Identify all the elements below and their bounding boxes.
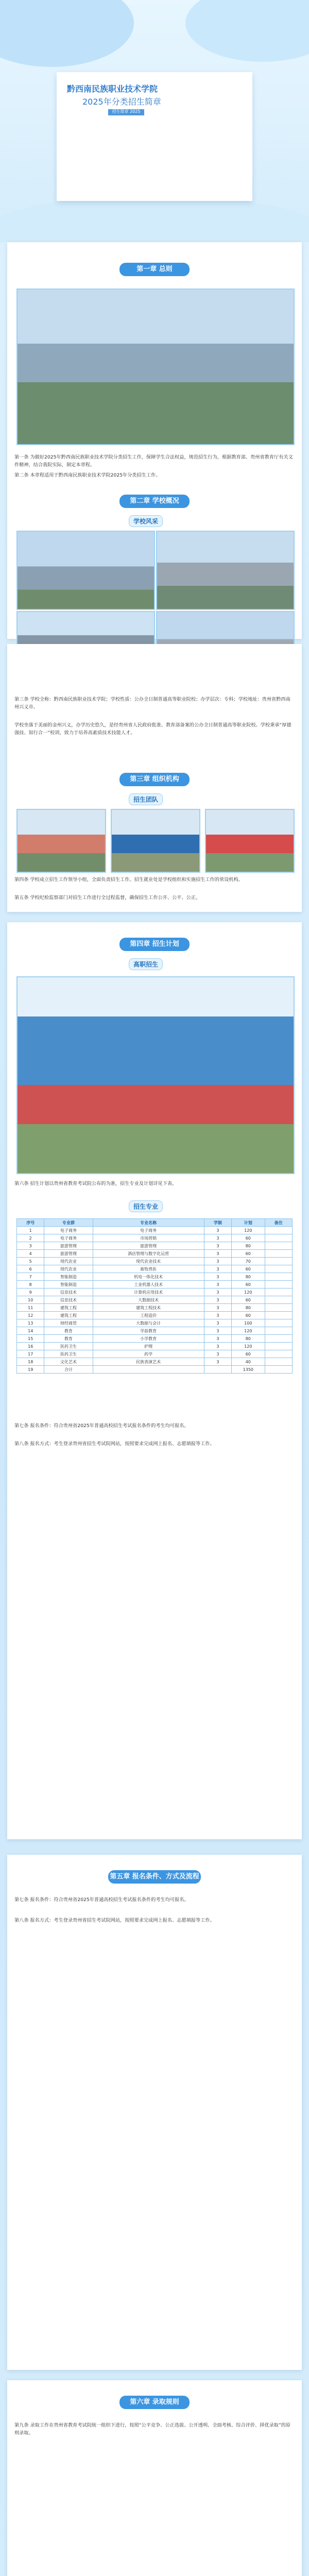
table-cell: 畜牧兽医 (93, 1265, 204, 1273)
table-cell (265, 1234, 292, 1242)
decor-wave (0, 0, 134, 67)
table-cell: 60 (232, 1281, 265, 1289)
section-title: 第一章 总则 (119, 263, 190, 276)
table-cell (265, 1366, 292, 1374)
table-cell: 1 (17, 1227, 44, 1234)
table-row (17, 1327, 293, 1335)
table-cell: 3 (204, 1265, 231, 1273)
table-cell: 12 (17, 1312, 44, 1319)
table-cell: 18 (17, 1358, 44, 1366)
table-row (17, 1242, 293, 1250)
table-cell: 现代农业技术 (93, 1258, 204, 1265)
section-card (7, 2380, 302, 2576)
table-cell (265, 1335, 292, 1343)
table-cell (265, 1296, 292, 1304)
table-cell (265, 1327, 292, 1335)
table-cell: 2 (17, 1234, 44, 1242)
team-photo (205, 809, 295, 873)
table-cell: 药学 (93, 1350, 204, 1358)
table-cell: 70 (232, 1258, 265, 1265)
table-row (17, 1350, 293, 1358)
table-cell: 60 (232, 1350, 265, 1358)
table-cell: 60 (232, 1250, 265, 1258)
table-cell: 工程造价 (93, 1312, 204, 1319)
table-cell (265, 1358, 292, 1366)
table-cell: 17 (17, 1350, 44, 1358)
table-cell: 旅游管理 (93, 1242, 204, 1250)
table-cell: 14 (17, 1327, 44, 1335)
table-cell (265, 1350, 292, 1358)
table-cell: 现代农业 (44, 1258, 93, 1265)
table-row (17, 1227, 293, 1234)
paragraph: 第九条 录取工作在贵州省教育考试院统一组织下进行，按照“公平竞争、公正选拔、公开透明、全面考核、综合评价、择优录取”的原则录取。 (14, 2422, 291, 2436)
decor-wave (185, 0, 309, 62)
table-cell: 学前教育 (93, 1327, 204, 1335)
section-title: 第六章 录取规则 (119, 2396, 190, 2409)
table-cell: 教育 (44, 1335, 93, 1343)
table-cell: 医药卫生 (44, 1343, 93, 1350)
table-row (17, 1296, 293, 1304)
table-row (17, 1273, 293, 1281)
table-cell: 8 (17, 1281, 44, 1289)
table-cell: 3 (204, 1296, 231, 1304)
hero-header (0, 0, 309, 242)
table-cell: 教育 (44, 1327, 93, 1335)
table-cell: 智能制造 (44, 1281, 93, 1289)
table-header: 计划 (232, 1219, 265, 1227)
table-cell: 60 (232, 1312, 265, 1319)
table-cell: 3 (204, 1343, 231, 1350)
table-cell: 3 (204, 1319, 231, 1327)
table-cell: 120 (232, 1227, 265, 1234)
table-cell: 电子商务 (93, 1227, 204, 1234)
table-row (17, 1234, 293, 1242)
table-cell: 5 (17, 1258, 44, 1265)
table-cell: 1350 (232, 1366, 265, 1374)
table-cell (204, 1366, 231, 1374)
paragraph: 第七条 报名条件：符合贵州省2025年普通高校招生考试报名条件的考生均可报名。 (14, 1423, 189, 1429)
table-header: 专业名称 (93, 1219, 204, 1227)
table-cell: 民族表演艺术 (93, 1358, 204, 1366)
table-cell: 工业机器人技术 (93, 1281, 204, 1289)
table-cell: 护理 (93, 1343, 204, 1350)
table-header: 序号 (17, 1219, 44, 1227)
table-cell: 40 (232, 1358, 265, 1366)
table-cell: 3 (204, 1335, 231, 1343)
table-cell: 财经商贸 (44, 1319, 93, 1327)
paragraph: 第五条 学校纪检监察部门对招生工作进行全过程监督，确保招生工作公开、公平、公正。 (14, 895, 201, 901)
table-cell: 3 (204, 1304, 231, 1312)
table-cell: 小学教育 (93, 1335, 204, 1343)
table-cell: 10 (17, 1296, 44, 1304)
table-cell: 3 (204, 1250, 231, 1258)
table-cell (265, 1281, 292, 1289)
paragraph: 学校坐落于美丽的金州兴义，办学历史悠久，是经贵州省人民政府批准、教育部备案的公办全日制普通高等职业院校。学校秉承“厚德强技、知行合一”校训，致力于培养高素质技术技能人才。 (14, 722, 291, 736)
subtitle: 学校风采 (129, 515, 163, 527)
table-row (17, 1358, 293, 1366)
paragraph: 第二条 本章程适用于黔西南民族职业技术学院2025年分类招生工作。 (14, 472, 161, 478)
paragraph: 第七条 报名条件：符合贵州省2025年普通高校招生考试报名条件的考生均可报名。 (14, 1897, 189, 1903)
table-row (17, 1319, 293, 1327)
table-cell: 医药卫生 (44, 1350, 93, 1358)
table-row (17, 1335, 293, 1343)
table-cell: 酒店管理与数字化运营 (93, 1250, 204, 1258)
table-cell: 60 (232, 1234, 265, 1242)
table-cell (265, 1289, 292, 1296)
team-photo (16, 809, 106, 873)
table-cell (93, 1366, 204, 1374)
section-title: 第四章 招生计划 (119, 938, 190, 951)
table-cell: 旅游管理 (44, 1242, 93, 1250)
table-cell: 100 (232, 1319, 265, 1327)
table-cell: 现代农业 (44, 1265, 93, 1273)
table-cell: 3 (204, 1242, 231, 1250)
table-cell: 大数据与会计 (93, 1319, 204, 1327)
subtitle: 招生专业 (129, 1200, 163, 1212)
table-cell: 80 (232, 1273, 265, 1281)
table-cell: 3 (17, 1242, 44, 1250)
campus-photo (16, 289, 295, 445)
table-row (17, 1343, 293, 1350)
table-cell: 16 (17, 1343, 44, 1350)
table-cell: 4 (17, 1250, 44, 1258)
table-cell: 19 (17, 1366, 44, 1374)
table-cell (265, 1343, 292, 1350)
table-cell: 80 (232, 1335, 265, 1343)
school-name: 黔西南民族职业技术学院 (67, 84, 158, 94)
table-cell (265, 1227, 292, 1234)
table-cell: 旅游管理 (44, 1250, 93, 1258)
table-cell: 9 (17, 1289, 44, 1296)
paragraph: 第四条 学校成立招生工作领导小组，全面负责招生工作。招生就业处是学校组织和实施招生工作的常设机构。 (14, 877, 243, 883)
table-cell: 建筑工程技术 (93, 1304, 204, 1312)
tag-label: 招生简章 2025 (112, 109, 141, 114)
section-title: 第三章 组织机构 (119, 773, 190, 786)
table-row (17, 1312, 293, 1319)
table-cell: 80 (232, 1242, 265, 1250)
table-cell: 6 (17, 1265, 44, 1273)
table-header-row (17, 1219, 293, 1227)
table-cell: 机电一体化技术 (93, 1273, 204, 1281)
table-cell: 合计 (44, 1366, 93, 1374)
table-cell (265, 1265, 292, 1273)
table-cell: 文化艺术 (44, 1358, 93, 1366)
table-cell: 60 (232, 1265, 265, 1273)
table-header: 备注 (265, 1219, 292, 1227)
table-cell: 7 (17, 1273, 44, 1281)
table-row (17, 1366, 293, 1374)
table-cell (265, 1242, 292, 1250)
table-cell: 大数据技术 (93, 1296, 204, 1304)
table-cell: 电子商务 (44, 1227, 93, 1234)
table-cell (265, 1258, 292, 1265)
table-cell: 3 (204, 1258, 231, 1265)
table-cell: 建筑工程 (44, 1312, 93, 1319)
table-cell: 信息技术 (44, 1296, 93, 1304)
table-cell: 120 (232, 1289, 265, 1296)
table-cell: 3 (204, 1358, 231, 1366)
table-cell: 3 (204, 1289, 231, 1296)
section-card (7, 1855, 302, 2370)
table-row (17, 1281, 293, 1289)
table-cell (265, 1312, 292, 1319)
table-cell: 3 (204, 1350, 231, 1358)
table-cell: 信息技术 (44, 1289, 93, 1296)
table-cell: 建筑工程 (44, 1304, 93, 1312)
table-cell: 60 (232, 1296, 265, 1304)
decor-wave (0, 196, 309, 242)
table-cell: 120 (232, 1327, 265, 1335)
table-cell: 智能制造 (44, 1273, 93, 1281)
table-cell (265, 1273, 292, 1281)
table-row (17, 1289, 293, 1296)
table-row (17, 1250, 293, 1258)
table-cell: 13 (17, 1319, 44, 1327)
subtitle: 高职招生 (129, 958, 163, 970)
subtitle: 招生团队 (129, 793, 163, 805)
table-cell (265, 1304, 292, 1312)
section-title: 第二章 学校概况 (119, 495, 190, 508)
section-title: 第五章 报名条件、方式及流程 (108, 1870, 201, 1884)
table-cell: 15 (17, 1335, 44, 1343)
table-cell: 3 (204, 1327, 231, 1335)
paragraph: 第六条 招生计划以贵州省教育考试院公布的为准，招生专业及计划详见下表。 (14, 1181, 177, 1187)
table-row (17, 1265, 293, 1273)
table-cell: 电子商务 (44, 1234, 93, 1242)
table-cell: 市场营销 (93, 1234, 204, 1242)
table-cell: 120 (232, 1343, 265, 1350)
enrollment-photo (16, 976, 295, 1174)
table-cell (265, 1319, 292, 1327)
table-row (17, 1304, 293, 1312)
table-cell (265, 1250, 292, 1258)
paragraph: 第一条 为做好2025年黔西南民族职业技术学院分类招生工作，保障学生合法权益，规范招生行为，根据教育部、贵州省教育厅有关文件精神，结合我院实际，制定本章程。 (14, 454, 293, 468)
paragraph: 第八条 报名方式：考生登录贵州省招生考试院网站，按照要求完成网上报名、志愿填报等工作。 (14, 1918, 215, 1923)
table-body (17, 1227, 293, 1374)
table-cell: 80 (232, 1304, 265, 1312)
majors-table (16, 1218, 293, 1374)
table-cell: 3 (204, 1234, 231, 1242)
table-header: 专业群 (44, 1219, 93, 1227)
table-cell: 11 (17, 1304, 44, 1312)
campus-photo (156, 531, 295, 610)
table-cell: 计算机应用技术 (93, 1289, 204, 1296)
paragraph: 第八条 报名方式：考生登录贵州省招生考试院网站，按照要求完成网上报名、志愿填报等工作。 (14, 1441, 215, 1447)
team-photo (111, 809, 200, 873)
table-cell: 3 (204, 1273, 231, 1281)
table-header: 学制 (204, 1219, 231, 1227)
paragraph: 第三条 学校全称：黔西南民族职业技术学院；学校性质：公办全日制普通高等职业院校；办学层次：专科；学校地址：贵州省黔西南州兴义市。 (14, 697, 290, 710)
table-cell: 3 (204, 1281, 231, 1289)
table-cell: 3 (204, 1312, 231, 1319)
table-row (17, 1258, 293, 1265)
campus-photo (16, 531, 155, 610)
plan-title: 2025年分类招生简章 (82, 97, 161, 107)
table-cell: 3 (204, 1227, 231, 1234)
